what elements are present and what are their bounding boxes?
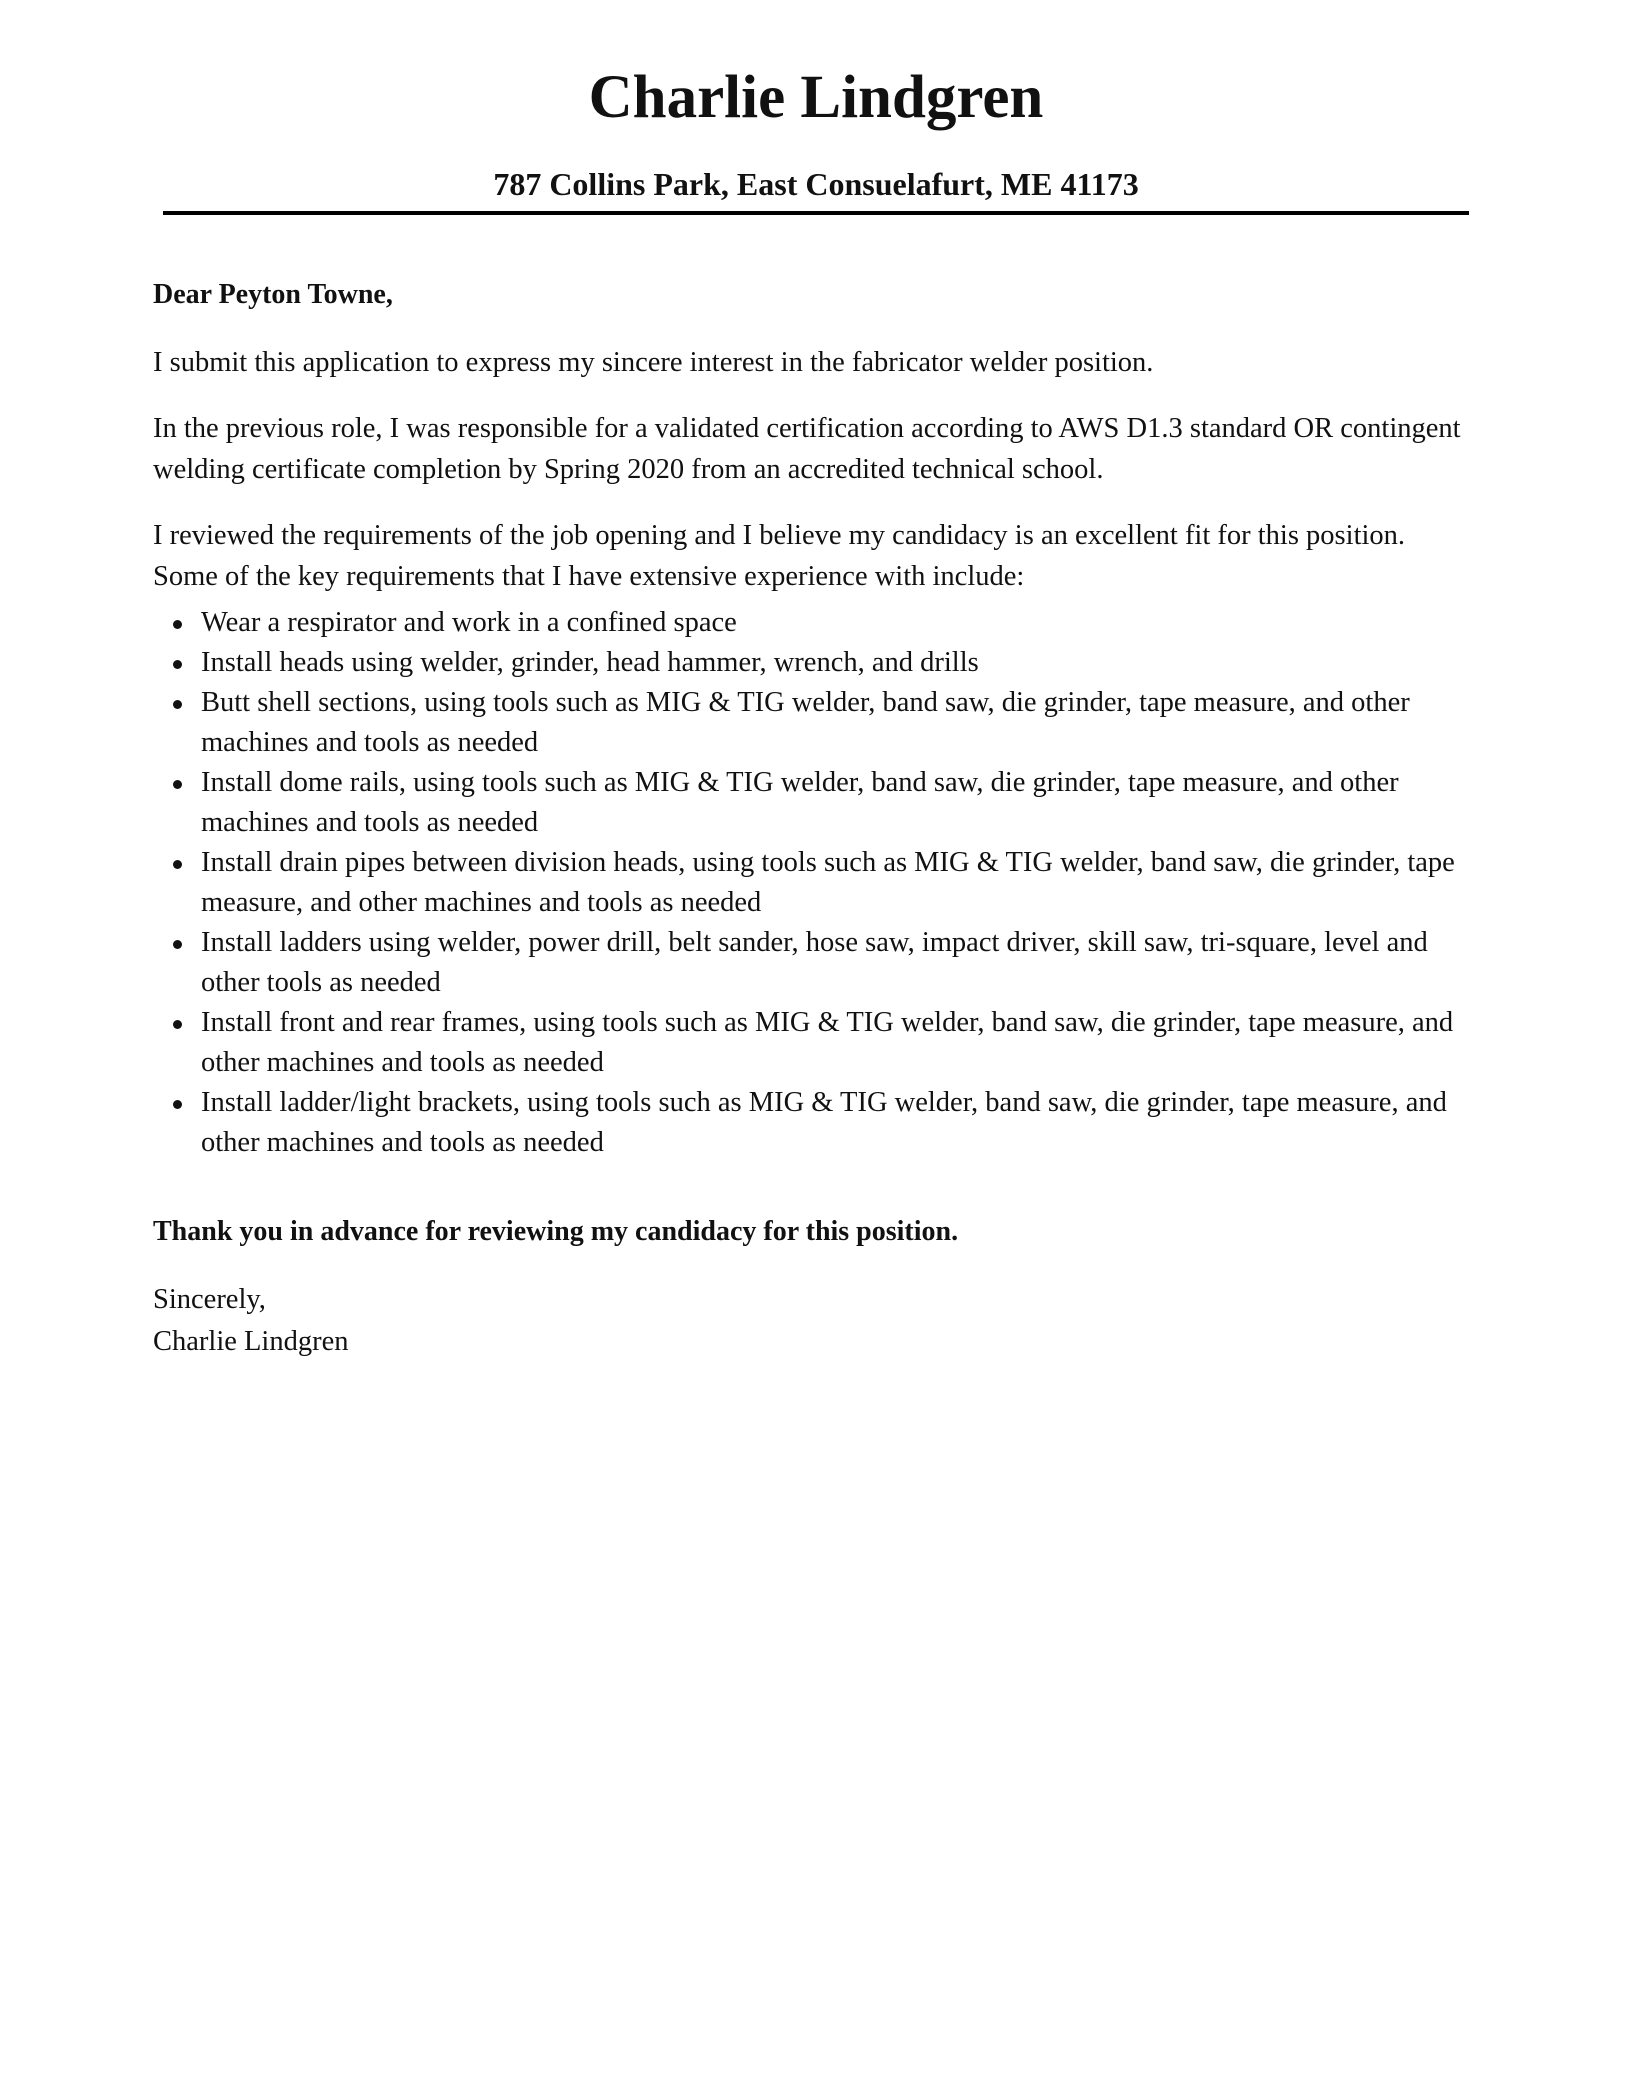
list-item bbox=[153, 843, 1473, 923]
list-item bbox=[153, 1003, 1473, 1083]
list-item bbox=[153, 643, 1473, 683]
requirements-intro-paragraph: I reviewed the requirements of the job opening and I believe my candidacy is an excellent fit for this position. Some of the key requirements that I have extensive experience with include: bbox=[153, 520, 1406, 592]
bullet-icon bbox=[173, 700, 182, 709]
bullet-icon bbox=[173, 660, 182, 669]
list-item bbox=[153, 1083, 1473, 1163]
list-item-text: Install heads using welder, grinder, head hammer, wrench, and drills bbox=[201, 647, 979, 678]
letter-header bbox=[163, 62, 1469, 202]
salutation: Dear Peyton Towne, bbox=[153, 279, 393, 310]
list-item-text: Install ladder/light brackets, using tools such as MIG & TIG welder, band saw, die grinder, tape measure, and other machines and tools as needed bbox=[201, 1087, 1447, 1158]
list-item bbox=[153, 923, 1473, 1003]
list-item-text: Install drain pipes between division heads, using tools such as MIG & TIG welder, band saw, die grinder, tape measure, and other machines and tools as needed bbox=[201, 847, 1455, 918]
requirements-list bbox=[153, 603, 1473, 1163]
signature-name: Charlie Lindgren bbox=[153, 1326, 349, 1357]
bullet-icon bbox=[173, 620, 182, 629]
sender-name: Charlie Lindgren bbox=[588, 64, 1044, 131]
bullet-icon bbox=[173, 1100, 182, 1109]
sender-address: 787 Collins Park, East Consuelafurt, ME 41173 bbox=[493, 166, 1139, 202]
header-divider bbox=[163, 211, 1469, 215]
bullet-icon bbox=[173, 1020, 182, 1029]
bullet-icon bbox=[173, 860, 182, 869]
list-item bbox=[153, 683, 1473, 763]
closing-line: Thank you in advance for reviewing my candidacy for this position. bbox=[153, 1216, 959, 1247]
list-item-text: Wear a respirator and work in a confined space bbox=[201, 607, 737, 638]
bullet-icon bbox=[173, 780, 182, 789]
intro-paragraph: I submit this application to express my sincere interest in the fabricator welder position. bbox=[153, 347, 1154, 378]
experience-paragraph: In the previous role, I was responsible for a validated certification according to AWS D1.3 standard OR contingent welding certificate completion by Spring 2020 from an accredited technical school. bbox=[153, 413, 1461, 485]
list-item bbox=[153, 763, 1473, 843]
list-item bbox=[153, 603, 1473, 643]
signoff: Sincerely, bbox=[153, 1284, 266, 1315]
list-item-text: Install ladders using welder, power drill, belt sander, hose saw, impact driver, skill saw, tri-square, level and other tools as needed bbox=[201, 927, 1428, 998]
bullet-icon bbox=[173, 940, 182, 949]
list-item-text: Install dome rails, using tools such as MIG & TIG welder, band saw, die grinder, tape measure, and other machines and tools as needed bbox=[201, 767, 1399, 838]
list-item-text: Butt shell sections, using tools such as MIG & TIG welder, band saw, die grinder, tape measure, and other machines and tools as needed bbox=[201, 687, 1410, 758]
list-item-text: Install front and rear frames, using tools such as MIG & TIG welder, band saw, die grinder, tape measure, and other machines and tools as needed bbox=[201, 1007, 1454, 1078]
letter-body bbox=[153, 274, 1473, 1363]
